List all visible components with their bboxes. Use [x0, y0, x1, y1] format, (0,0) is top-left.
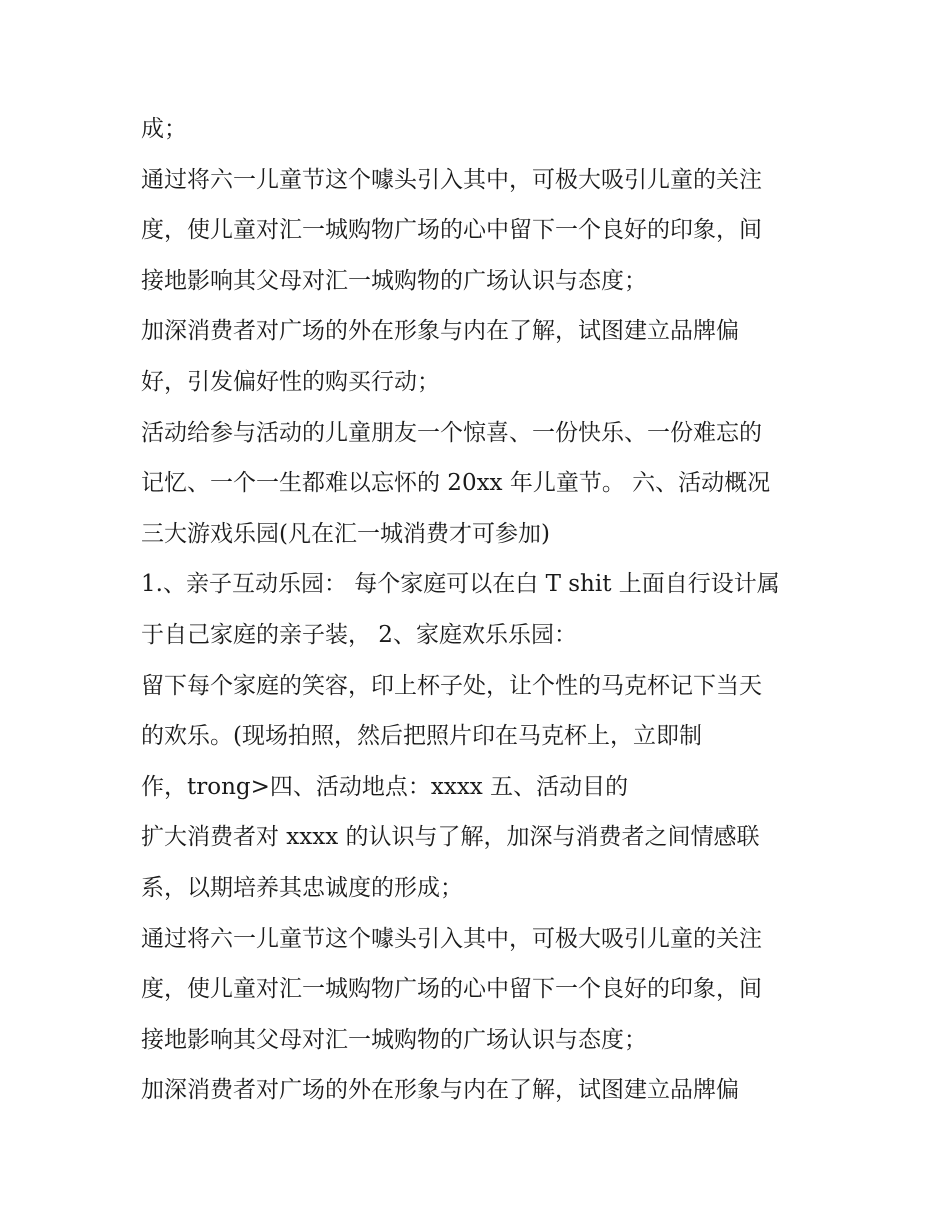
text-line: 的欢乐。(现场拍照，然后把照片印在马克杯上，立即制 [141, 723, 702, 750]
text-line: 度，使儿童对汇一城购物广场的心中留下一个良好的印象，间 [141, 217, 762, 244]
text-line: 接地影响其父母对汇一城购物的广场认识与态度； [141, 267, 647, 294]
text-line: 系，以期培养其忠诚度的形成； [141, 874, 463, 901]
text-line: 好，引发偏好性的购买行动； [141, 368, 440, 395]
text-line: 加深消费者对广场的外在形象与内在了解，试图建立品牌偏 [141, 318, 739, 345]
text-line: 加深消费者对广场的外在形象与内在了解，试图建立品牌偏 [141, 1077, 739, 1104]
text-line: 接地影响其父母对汇一城购物的广场认识与态度； [141, 1026, 647, 1053]
text-line: 度，使儿童对汇一城购物广场的心中留下一个良好的印象，间 [141, 976, 762, 1003]
text-line: 成； [141, 116, 187, 142]
document-body [141, 104, 821, 1116]
text-line: 留下每个家庭的笑容，印上杯子处，让个性的马克杯记下当天 [141, 672, 762, 699]
text-line: 于自己家庭的亲子装， 2、家庭欢乐乐园： [141, 621, 577, 648]
text-line: 记忆、一个一生都难以忘怀的 20xx 年儿童节。 六、活动概况 [141, 470, 771, 497]
text-line: 通过将六一儿童节这个噱头引入其中，可极大吸引儿童的关注 [141, 166, 762, 193]
text-line: 通过将六一儿童节这个噱头引入其中，可极大吸引儿童的关注 [141, 925, 762, 952]
text-line: 作，trong>四、活动地点：xxxx 五、活动目的 [141, 773, 629, 800]
text-line: 1.、亲子互动乐园： 每个家庭可以在白 T shit 上面自行设计属 [141, 571, 780, 598]
text-line: 扩大消费者对 xxxx 的认识与了解，加深与消费者之间情感联 [141, 824, 760, 851]
text-line: 活动给参与活动的儿童朋友一个惊喜、一份快乐、一份难忘的 [141, 419, 762, 446]
text-line: 三大游戏乐园(凡在汇一城消费才可参加) [141, 520, 550, 547]
